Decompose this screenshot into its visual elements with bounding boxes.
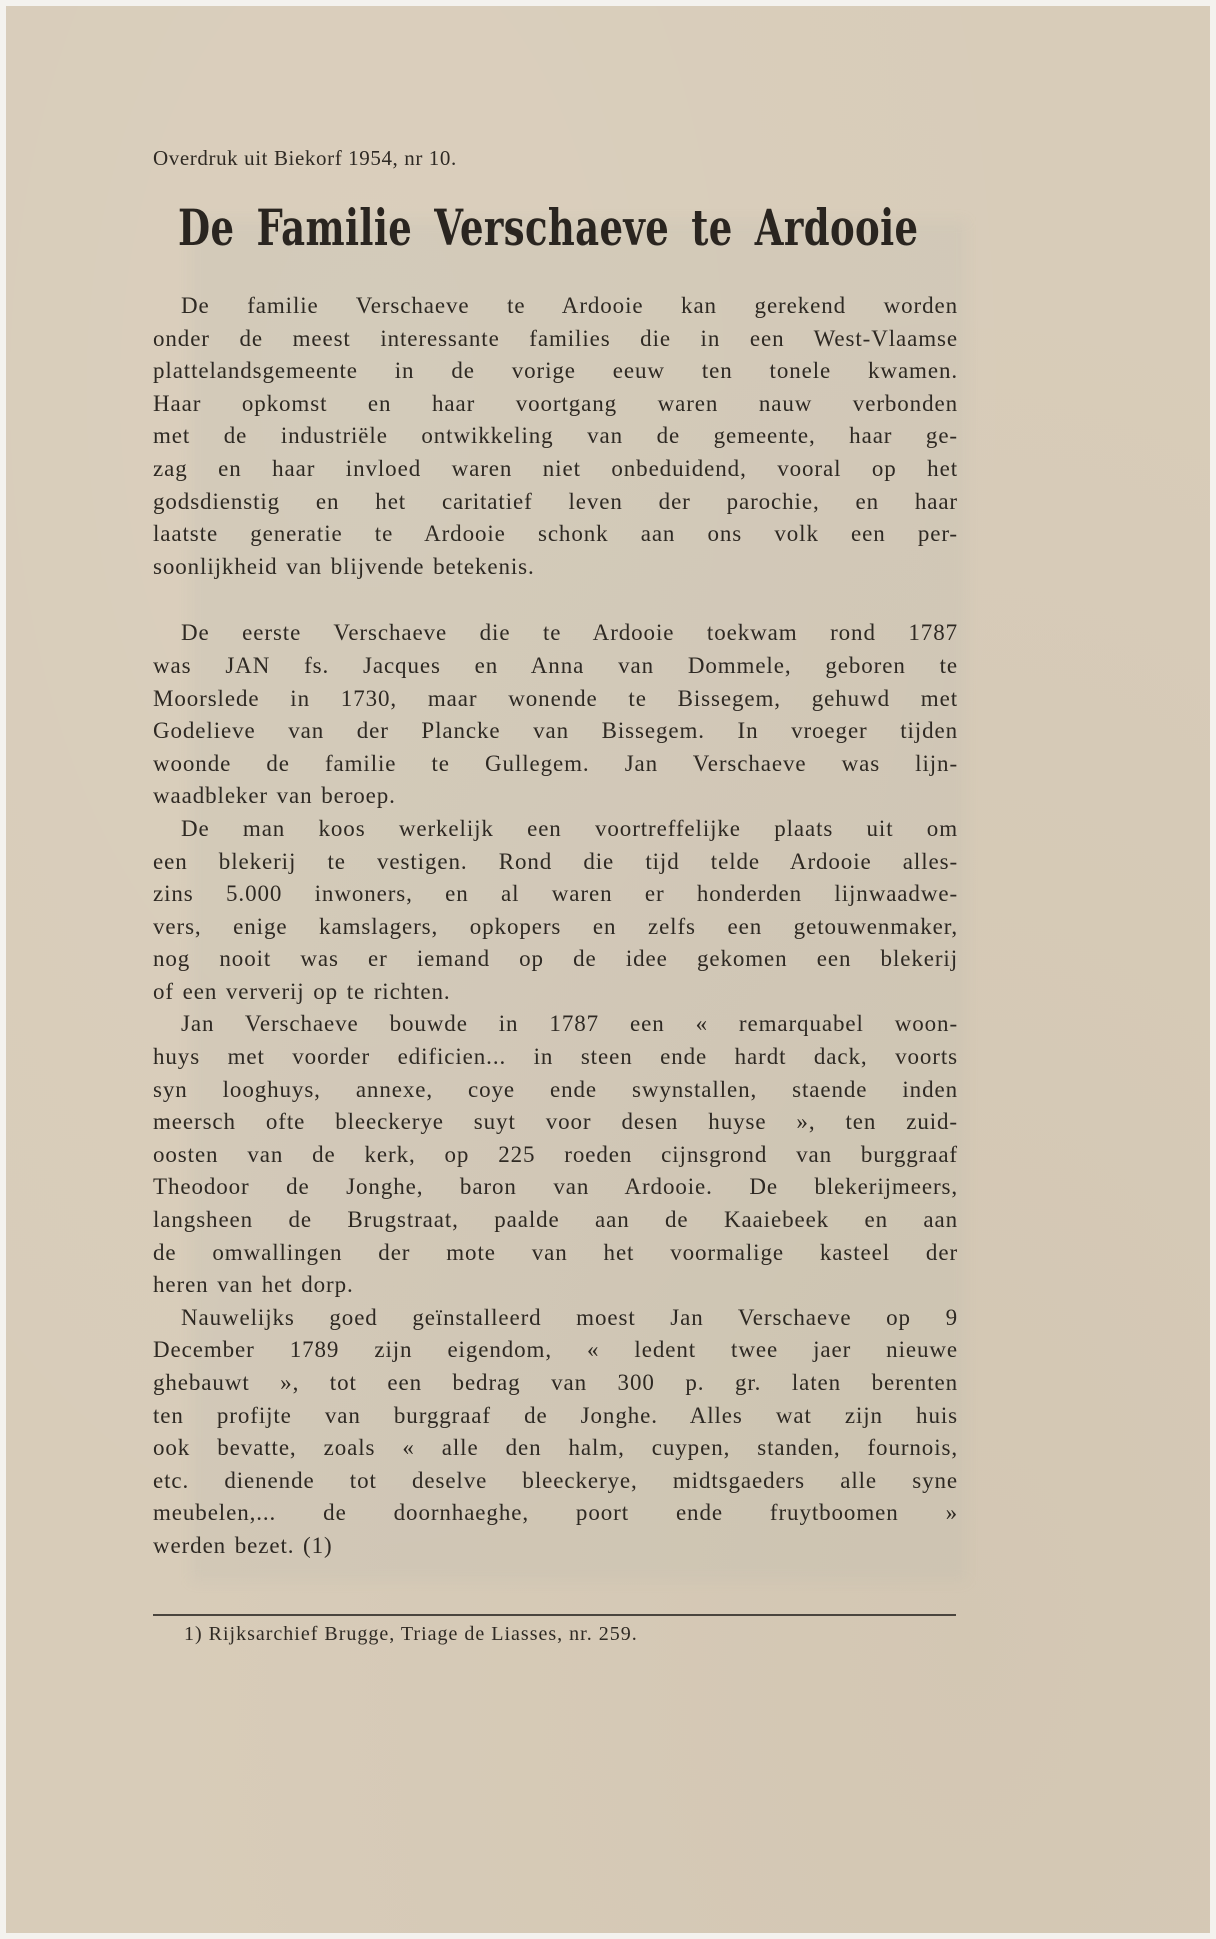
text-line: ghebauwt », tot een bedrag van 300 p. gr. laten berenten [153,1370,958,1395]
text-line: Nauwelijks goed geïnstalleerd moest Jan Verschaeve op 9 [181,1304,958,1330]
text-line: onder de meest interessante families die in een West-Vlaamse [153,325,958,351]
text-line: Theodoor de Jonghe, baron van Ardooie. De blekerijmeers, [153,1174,958,1200]
text-line: Haar opkomst en haar voortgang waren nauw verbonden [153,390,958,416]
paragraph-gap [153,583,958,617]
text-line: syn looghuys, annexe, coye ende swynstallen, staende inden [153,1076,958,1102]
text-line: woonde de familie te Gullegem. Jan Verschaeve was lijn- [153,750,958,776]
article-title: De Familie Verschaeve te Ardooie [178,198,919,257]
text-line: heren van het dorp. [153,1272,354,1298]
footnote: 1) Rijksarchief Brugge, Triage de Liasses, nr. 259. [184,1623,638,1645]
paragraph [153,617,958,813]
text-line: werden bezet. (1) [153,1532,333,1558]
paragraph [153,1302,958,1563]
text-line: huys met voorder edificien... in steen ende hardt dack, voorts [153,1044,958,1070]
text-line: De eerste Verschaeve die te Ardooie toekwam rond 1787 [181,620,958,646]
text-line: December 1789 zijn eigendom, « ledent twee jaer nieuwe [153,1337,958,1363]
text-line: De man koos werkelijk een voortreffelijke plaats uit om [181,815,958,841]
text-line: ook bevatte, zoals « alle den halm, cuypen, standen, fournois, [153,1435,958,1461]
text-line: godsdienstig en het caritatief leven der parochie, en haar [153,488,958,514]
text-line: plattelandsgemeente in de vorige eeuw ten tonele kwamen. [153,358,958,384]
offprint-header: Overdruk uit Biekorf 1954, nr 10. [153,146,457,170]
article-body [153,290,958,1563]
text-line: meubelen,... de doornhaeghe, poort ende fruytboomen » [153,1500,958,1526]
text-line: waadbleker van beroep. [153,783,396,809]
text-line: zag en haar invloed waren niet onbeduidend, vooral op het [153,455,958,481]
text-line: vers, enige kamslagers, opkopers en zelfs een getouwenmaker, [153,913,958,939]
text-line: zins 5.000 inwoners, en al waren er honderden lijnwaadwe- [153,881,958,907]
text-line: de omwallingen der mote van het voormalige kasteel der [153,1239,958,1265]
text-line: soonlijkheid van blijvende betekenis. [153,553,535,579]
text-line: meersch ofte bleeckerye suyt voor desen huyse », ten zuid- [153,1109,958,1135]
text-line: langsheen de Brugstraat, paalde aan de Kaaiebeek en aan [153,1207,958,1233]
footnote-divider [153,1614,956,1616]
text-line: laatste generatie te Ardooie schonk aan ons volk een per- [153,521,958,547]
text-line: een blekerij te vestigen. Rond die tijd telde Ardooie alles- [153,848,958,874]
text-line: oosten van de kerk, op 225 roeden cijnsgrond van burggraaf [153,1141,958,1167]
paragraph [153,813,958,1009]
text-line: Moorslede in 1730, maar wonende te Bissegem, gehuwd met [153,685,958,711]
text-line: ten profijte van burggraaf de Jonghe. Alles wat zijn huis [153,1402,958,1428]
text-line: etc. dienende tot deselve bleeckerye, midtsgaeders alle syne [153,1467,958,1493]
text-line: was JAN fs. Jacques en Anna van Dommele, geboren te [153,652,958,678]
text-line: Godelieve van der Plancke van Bissegem. In vroeger tijden [153,718,958,744]
document-page [6,6,1210,1933]
text-line: met de industriële ontwikkeling van de gemeente, haar ge- [153,423,958,449]
paragraph [153,290,958,583]
text-line: of een ververij op te richten. [153,978,451,1004]
text-line: De familie Verschaeve te Ardooie kan gerekend worden [181,293,958,318]
text-line: nog nooit was er iemand op de idee gekomen een blekerij [153,946,958,972]
text-line: Jan Verschaeve bouwde in 1787 een « remarquabel woon- [181,1011,958,1037]
paragraph [153,1008,958,1301]
